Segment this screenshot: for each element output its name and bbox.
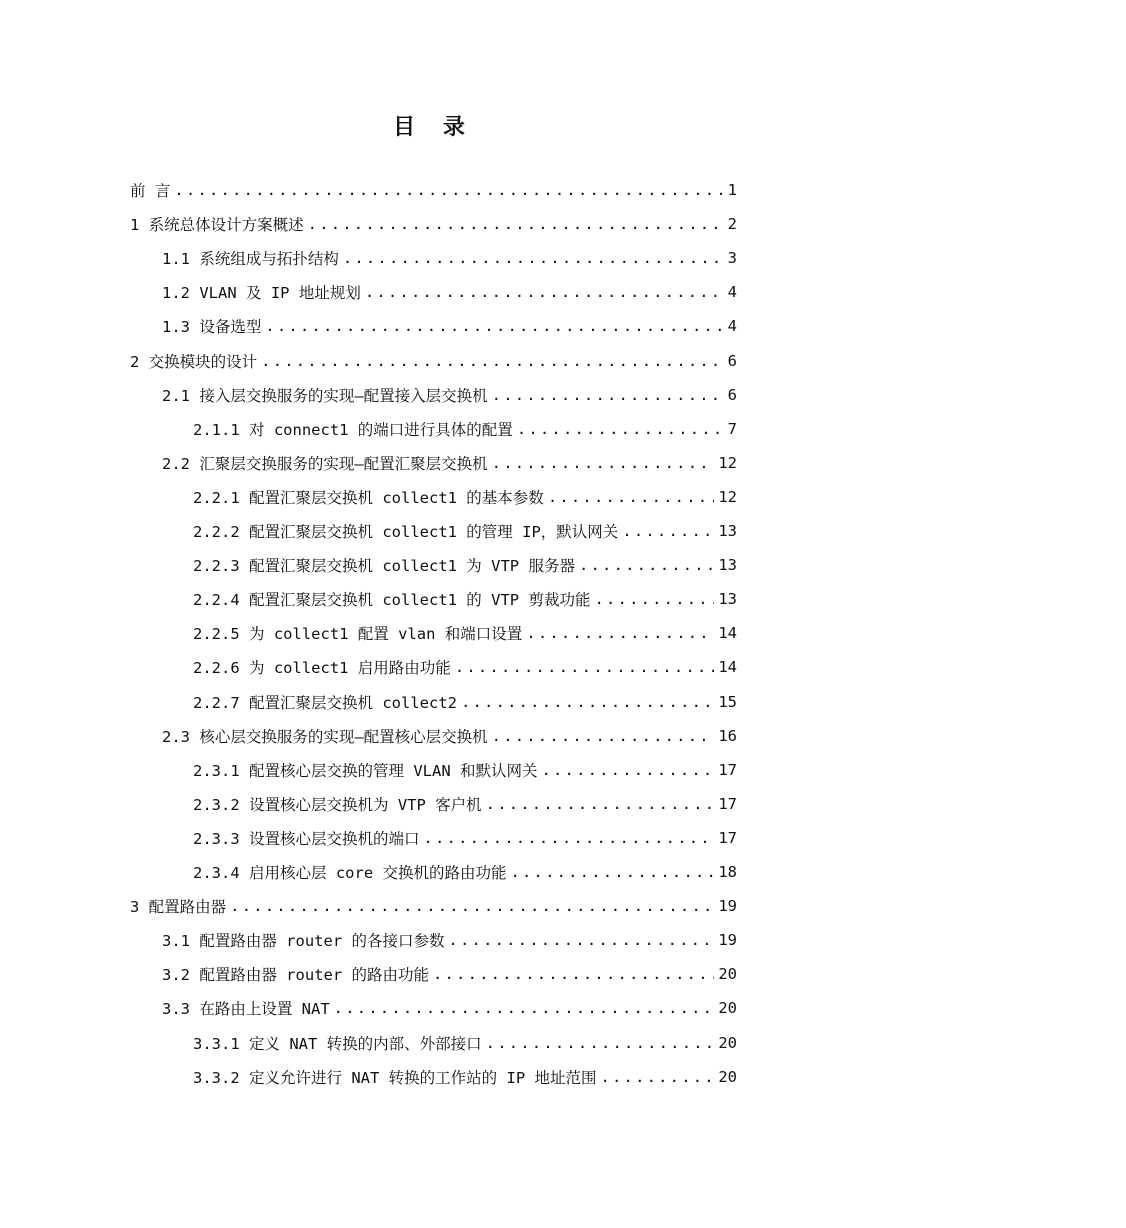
toc-entry-label: 2.2.4 配置汇聚层交换机 collect1 的 VTP 剪裁功能 (193, 591, 591, 610)
toc-leader-dots (230, 889, 714, 923)
toc-entry[interactable] (162, 923, 737, 957)
toc-leader-dots (343, 241, 724, 275)
toc-entry-label: 2.3.2 设置核心层交换机为 VTP 客户机 (193, 795, 482, 814)
toc-entry-label: 2.2.6 为 collect1 启用路由功能 (193, 659, 451, 678)
toc-entry-label: 1.3 设备选型 (162, 318, 262, 337)
toc-leader-dots (492, 719, 715, 753)
toc-entry-label: 2.3.3 设置核心层交换机的端口 (193, 829, 420, 848)
toc-entry[interactable] (162, 275, 737, 309)
toc-entry-label: 2.1 接入层交换服务的实现—配置接入层交换机 (162, 386, 488, 405)
toc-leader-dots (461, 685, 714, 719)
toc-leader-dots (492, 378, 724, 412)
toc-leader-dots (308, 207, 724, 241)
toc-entry[interactable] (193, 616, 737, 650)
toc-entry-page: 20 (718, 999, 737, 1018)
toc-leader-dots (433, 957, 714, 991)
toc-entry[interactable] (162, 719, 737, 753)
toc-entry-page: 17 (718, 828, 737, 847)
toc-leader-dots (486, 1026, 715, 1060)
toc-entry-label: 2.2.5 为 collect1 配置 vlan 和端口设置 (193, 625, 523, 644)
toc-leader-dots (265, 309, 723, 343)
toc-entry-page: 20 (718, 1033, 737, 1052)
toc-entry[interactable] (130, 344, 737, 378)
toc-entry[interactable] (130, 889, 737, 923)
toc-leader-dots (594, 582, 714, 616)
toc-leader-dots (448, 923, 714, 957)
toc-leader-dots (622, 514, 714, 548)
toc-entry[interactable] (162, 309, 737, 343)
toc-entry[interactable] (162, 241, 737, 275)
toc-entry-label: 2.2.3 配置汇聚层交换机 collect1 为 VTP 服务器 (193, 557, 575, 576)
toc-entry-page: 17 (718, 760, 737, 779)
toc-entry-page: 3 (727, 249, 737, 268)
toc-entry-page: 12 (718, 487, 737, 506)
toc-leader-dots (455, 650, 715, 684)
toc-leader-dots (334, 991, 715, 1025)
toc-entry-page: 14 (718, 658, 737, 677)
toc-entry-label: 2.2.7 配置汇聚层交换机 collect2 (193, 693, 457, 712)
toc-leader-dots (526, 616, 714, 650)
toc-entry[interactable] (193, 650, 737, 684)
toc-entry-label: 3 配置路由器 (130, 898, 227, 917)
toc-entry-label: 2.2 汇聚层交换服务的实现—配置汇聚层交换机 (162, 454, 488, 473)
toc-entry[interactable] (193, 514, 737, 548)
toc-entry-label: 2.3.4 启用核心层 core 交换机的路由功能 (193, 864, 507, 882)
toc-entry-label: 1.1 系统组成与拓扑结构 (162, 250, 339, 269)
toc-entry-page: 17 (718, 794, 737, 813)
toc-entry[interactable] (130, 207, 737, 241)
toc-entry-page: 20 (718, 1067, 737, 1086)
toc-entry-page: 20 (718, 965, 737, 984)
toc-leader-dots (424, 821, 715, 855)
toc-entry-page: 19 (718, 897, 737, 916)
toc-entry[interactable] (162, 378, 737, 412)
toc-entry-label: 前 言 (130, 182, 171, 200)
toc-entry-page: 1 (727, 181, 737, 199)
toc-leader-dots (261, 344, 723, 378)
toc-entry[interactable] (193, 412, 737, 446)
toc-leader-dots (548, 480, 715, 514)
toc-entry[interactable] (193, 855, 737, 889)
toc-entry[interactable] (162, 446, 737, 480)
toc-entry[interactable] (162, 957, 737, 991)
toc-entry-label: 3.3 在路由上设置 NAT (162, 1000, 330, 1019)
toc-entry-page: 19 (718, 931, 737, 950)
toc-title: 目 录 (393, 115, 475, 140)
toc-entry[interactable] (193, 582, 737, 616)
toc-entry-label: 3.2 配置路由器 router 的路由功能 (162, 966, 429, 985)
toc-entry-label: 1.2 VLAN 及 IP 地址规划 (162, 284, 361, 303)
toc-entry-label: 2 交换模块的设计 (130, 352, 258, 371)
toc-entry-page: 12 (718, 453, 737, 472)
toc-entry[interactable] (193, 1060, 737, 1094)
toc-leader-dots (517, 412, 724, 446)
toc-leader-dots (510, 855, 714, 889)
toc-entry-page: 13 (718, 590, 737, 609)
toc-entry-label: 3.1 配置路由器 router 的各接口参数 (162, 932, 445, 951)
toc-entry-page: 15 (718, 692, 737, 711)
toc-entry-label: 2.2.2 配置汇聚层交换机 collect1 的管理 IP，默认网关 (193, 523, 619, 541)
toc-leader-dots (579, 548, 714, 582)
toc-entry-page: 6 (727, 385, 737, 404)
toc-entry[interactable] (193, 821, 737, 855)
toc-leader-dots (486, 787, 715, 821)
toc-entry[interactable] (193, 685, 737, 719)
toc-entry-page: 16 (718, 726, 737, 745)
toc-entry-page: 6 (727, 351, 737, 370)
toc-entry-label: 2.3 核心层交换服务的实现—配置核心层交换机 (162, 727, 488, 746)
toc-entry[interactable] (193, 480, 737, 514)
toc-entry[interactable] (193, 548, 737, 582)
toc-leader-dots (541, 753, 714, 787)
toc-entry[interactable] (193, 787, 737, 821)
toc-entry-label: 2.2.1 配置汇聚层交换机 collect1 的基本参数 (193, 488, 544, 507)
toc-entry[interactable] (162, 991, 737, 1025)
toc-entry-label: 1 系统总体设计方案概述 (130, 216, 304, 235)
toc-entry-page: 4 (727, 317, 737, 336)
toc-entry-page: 14 (718, 624, 737, 643)
toc-leader-dots (174, 173, 723, 207)
toc-entry-page: 18 (718, 863, 737, 881)
toc-entry[interactable] (193, 1026, 737, 1060)
toc-leader-dots (365, 275, 724, 309)
toc-entry[interactable] (130, 173, 737, 207)
toc-entry-page: 7 (727, 419, 737, 438)
toc-entry-page: 13 (718, 522, 737, 540)
toc-entry[interactable] (193, 753, 737, 787)
toc-leader-dots (600, 1060, 714, 1094)
toc-entry-page: 13 (718, 556, 737, 575)
toc-entry-page: 4 (727, 283, 737, 302)
toc-entry-label: 3.3.1 定义 NAT 转换的内部、外部接口 (193, 1034, 482, 1053)
toc-entry-label: 2.3.1 配置核心层交换的管理 VLAN 和默认网关 (193, 761, 538, 780)
toc-entry-page: 2 (727, 215, 737, 234)
toc-entry-label: 2.1.1 对 connect1 的端口进行具体的配置 (193, 420, 513, 439)
toc-leader-dots (492, 446, 715, 480)
toc-entry-label: 3.3.2 定义允许进行 NAT 转换的工作站的 IP 地址范围 (193, 1068, 597, 1087)
